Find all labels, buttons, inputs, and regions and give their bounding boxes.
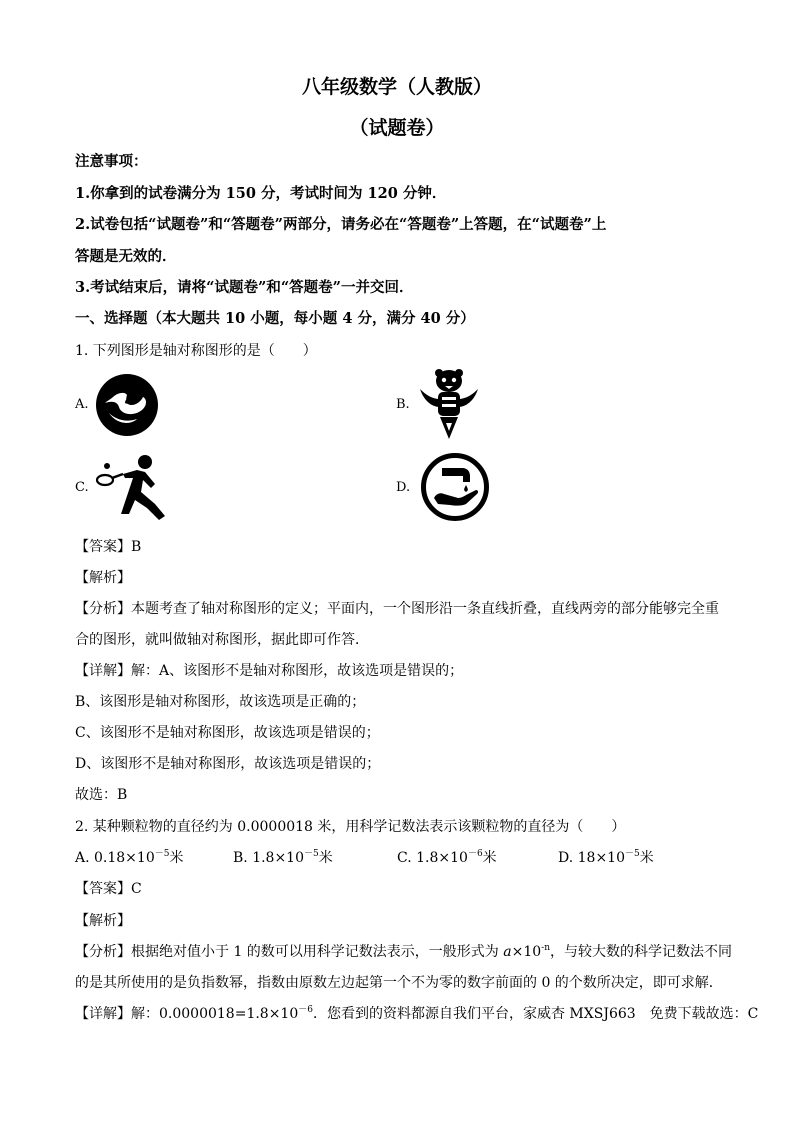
q1-answer: 【答案】B	[75, 539, 142, 555]
q2-option-d: D. $18\times 10^{-5}$米	[558, 849, 654, 866]
notice-line-1: 1.你拿到的试卷满分为 150 分，考试时间为 120 分钟．	[75, 185, 447, 202]
question-1-stem: 1. 下列图形是轴对称图形的是（ ）	[75, 343, 317, 359]
totem-mask-icon	[418, 367, 480, 441]
option-d-label: D.	[396, 480, 411, 495]
notice-line-2a: 2.试卷包括“试题卷”和“答题卷”两部分，请务必在“答题卷”上答题，在“试题卷”上	[75, 216, 607, 233]
q1-detail-line-2: B、该图形是轴对称图形，故该选项是正确的；	[75, 694, 366, 710]
section-heading: 一、选择题（本大题共 10 小题，每小题 4 分，满分 40 分）	[75, 310, 475, 327]
q1-detail-line-4: D、该图形不是轴对称图形，故该选项是错误的；	[75, 756, 381, 772]
q2-option-b: B. $1.8\times 10^{-5}$米	[233, 849, 333, 866]
q1-analysis-line-1: 【分析】本题考查了轴对称图形的定义；平面内，一个图形沿一条直线折叠，直线两旁的部分能够完全重	[75, 601, 719, 617]
question-2-stem: 2. 某种颗粒物的直径约为 0.0000018 米，用科学记数法表示该颗粒物的直径为（ ）	[75, 819, 626, 835]
notice-line-2b: 答题是无效的．	[75, 248, 177, 265]
option-a-label: A.	[75, 397, 89, 412]
q2-analysis-line-2: 的是其所使用的是负指数幂，指数由原数左边起第一个不为零的数字前面的 0 的个数所决定，即可求解．	[75, 975, 723, 991]
page-title: 八年级数学（人教版）	[301, 76, 492, 98]
q1-analysis-line-2: 合的图形，就叫做轴对称图形，据此即可作答．	[75, 632, 369, 648]
badminton-player-icon	[93, 454, 185, 524]
q2-answer: 【答案】C	[75, 881, 142, 897]
q1-conclusion: 故选：B	[75, 787, 128, 803]
hand-water-icon	[420, 452, 490, 522]
q2-option-a: A. $0.18\times 10^{-5}$米	[75, 849, 184, 866]
page-subtitle: （试题卷）	[349, 117, 445, 139]
notice-heading: 注意事项：	[75, 153, 148, 170]
q2-analysis-line-1: 【分析】根据绝对值小于 1 的数可以用科学记数法表示，一般形式为 $a\times 10^{-n}$，与较大数的科学记数法不同	[75, 943, 733, 960]
option-c-label: C.	[75, 480, 89, 495]
q2-detail-line: 【详解】解：$0.0000018=1.8\times 10^{-6}$．您看到的资料都源自我们平台，家威杏 MXSJ663 免费下载故选：C	[75, 1005, 759, 1022]
q2-analysis-tag: 【解析】	[75, 913, 131, 929]
q1-detail-line-1: 【详解】解：A、该图形不是轴对称图形，故该选项是错误的；	[75, 663, 464, 679]
option-b-label: B.	[396, 397, 410, 412]
q1-detail-line-3: C、该图形不是轴对称图形，故该选项是错误的；	[75, 725, 380, 741]
notice-line-3: 3.考试结束后，请将“试题卷”和“答题卷”一并交回．	[75, 279, 414, 296]
swirl-circle-icon	[95, 373, 159, 437]
q1-analysis-tag: 【解析】	[75, 570, 131, 586]
q2-option-c: C. $1.8\times 10^{-6}$米	[397, 849, 497, 866]
